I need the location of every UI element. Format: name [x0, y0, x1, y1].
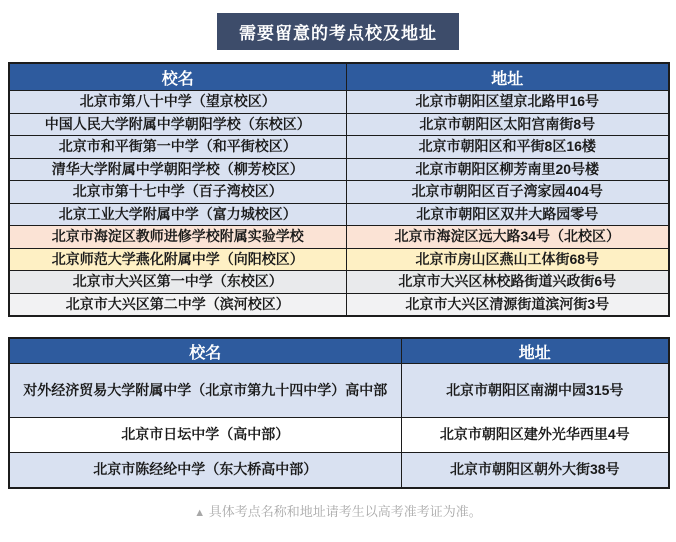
address-cell: 北京市朝阳区朝外大街38号 [401, 453, 669, 489]
address-header: 地址 [346, 63, 669, 91]
school-name-header: 校名 [9, 63, 346, 91]
school-name-cell: 清华大学附属中学朝阳学校（柳芳校区） [9, 158, 346, 181]
table-row [9, 418, 669, 453]
table-header-row [9, 338, 669, 364]
table-row [9, 91, 669, 114]
address-cell: 北京市朝阳区和平街8区16楼 [346, 136, 669, 159]
address-cell: 北京市朝阳区南湖中园315号 [401, 364, 669, 418]
school-name-cell: 北京师范大学燕化附属中学（向阳校区） [9, 248, 346, 271]
address-cell: 北京市朝阳区柳芳南里20号楼 [346, 158, 669, 181]
address-cell: 北京市朝阳区太阳宫南街8号 [346, 113, 669, 136]
table-row [9, 181, 669, 204]
address-cell: 北京市朝阳区建外光华西里4号 [401, 418, 669, 453]
page-title: 需要留意的考点校及地址 [217, 13, 459, 50]
school-name-cell: 北京市海淀区教师进修学校附属实验学校 [9, 226, 346, 249]
table-row [9, 158, 669, 181]
footnote-text: 具体考点名称和地址请考生以高考准考证为准。 [208, 504, 482, 519]
address-header: 地址 [401, 338, 669, 364]
address-cell: 北京市大兴区林校路街道兴政街6号 [346, 271, 669, 294]
address-cell: 北京市朝阳区望京北路甲16号 [346, 91, 669, 114]
school-name-cell: 北京市大兴区第一中学（东校区） [9, 271, 346, 294]
school-name-cell: 北京工业大学附属中学（富力城校区） [9, 203, 346, 226]
exam-sites-table-2 [8, 337, 670, 489]
school-name-cell: 北京市第十七中学（百子湾校区） [9, 181, 346, 204]
table-row [9, 453, 669, 489]
table-row [9, 203, 669, 226]
table-row [9, 113, 669, 136]
exam-sites-table-1 [8, 62, 670, 317]
school-name-cell: 北京市第八十中学（望京校区） [9, 91, 346, 114]
exam-sites-table-2-body [9, 364, 669, 489]
school-name-cell: 北京市日坛中学（高中部） [9, 418, 401, 453]
triangle-marker-icon: ▲ [194, 507, 206, 519]
school-name-cell: 北京市陈经纶中学（东大桥高中部） [9, 453, 401, 489]
exam-sites-table-1-body [9, 91, 669, 317]
address-cell: 北京市大兴区清源街道滨河街3号 [346, 293, 669, 316]
school-name-cell: 北京市大兴区第二中学（滨河校区） [9, 293, 346, 316]
school-name-cell: 北京市和平街第一中学（和平街校区） [9, 136, 346, 159]
address-cell: 北京市朝阳区百子湾家园404号 [346, 181, 669, 204]
address-cell: 北京市海淀区远大路34号（北校区） [346, 226, 669, 249]
table-row [9, 293, 669, 316]
table-row [9, 226, 669, 249]
footnote [0, 501, 676, 520]
school-name-header: 校名 [9, 338, 401, 364]
address-cell: 北京市朝阳区双井大路园零号 [346, 203, 669, 226]
table-row [9, 271, 669, 294]
table-row [9, 248, 669, 271]
table-header-row [9, 63, 669, 91]
school-name-cell: 中国人民大学附属中学朝阳学校（东校区） [9, 113, 346, 136]
school-name-cell: 对外经济贸易大学附属中学（北京市第九十四中学）高中部 [9, 364, 401, 418]
table-row [9, 136, 669, 159]
address-cell: 北京市房山区燕山工体街68号 [346, 248, 669, 271]
table-row [9, 364, 669, 418]
